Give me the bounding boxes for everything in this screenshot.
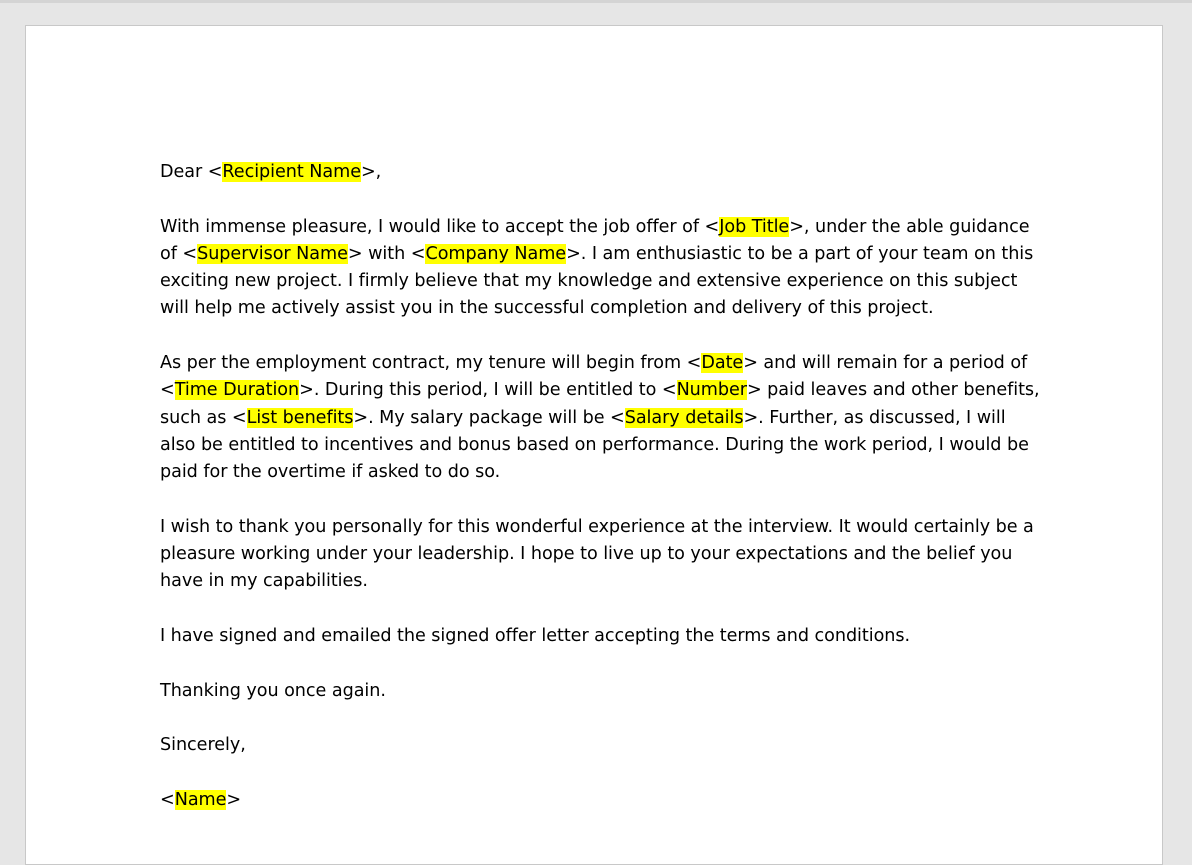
placeholder-time-duration: Time Duration (174, 380, 300, 401)
closing-line: Sincerely, (160, 735, 246, 756)
paragraph-acceptance: With immense pleasure, I would like to accept the job offer of <Job Title>, under the able guidance of <Supervisor Name> with <Company Name>. I am enthusiastic to be a part of your team on this exciting new project. I firmly believe that my knowledge and extensive experience on this subject will help me actively assist you in the successful completion and delivery of this project. (160, 216, 1034, 319)
placeholder-salary-details: Salary details (624, 407, 744, 428)
placeholder-job-title: Job Title (719, 216, 790, 237)
window-top-edge (0, 0, 1192, 3)
paragraph-contract-terms: As per the employment contract, my tenure will begin from <Date> and will remain for a period of <Time Duration>. During this period, I will be entitled to <Number> paid leaves and other benefits, such as <List benefits>. My salary package will be <Salary details>. Further, as discussed, I will also be entitled to incentives and bonus based on performance. During the work period, I would be paid for the overtime if asked to do so. (160, 353, 1040, 483)
paragraph-thanks: I wish to thank you personally for this wonderful experience at the interview. It would certainly be a pleasure working under your leadership. I hope to live up to your expectations and the belief you have in my capabilities. (160, 516, 1034, 592)
placeholder-recipient-name: Recipient Name (222, 162, 361, 182)
paragraph-signed-letter: I have signed and emailed the signed offer letter accepting the terms and conditions. (160, 626, 911, 647)
placeholder-company-name: Company Name (425, 243, 567, 264)
letter-body[interactable] (160, 159, 1040, 841)
placeholder-supervisor-name: Supervisor Name (197, 243, 348, 264)
paragraph-thanking-again: Thanking you once again. (160, 680, 386, 701)
signature-line: <Name> (160, 789, 242, 810)
greeting-line: Dear <Recipient Name>, (160, 162, 382, 182)
placeholder-name: Name (174, 789, 227, 810)
placeholder-number: Number (676, 380, 747, 401)
placeholder-date: Date (701, 353, 744, 374)
placeholder-list-benefits: List benefits (246, 407, 354, 428)
document-page[interactable] (25, 25, 1163, 865)
